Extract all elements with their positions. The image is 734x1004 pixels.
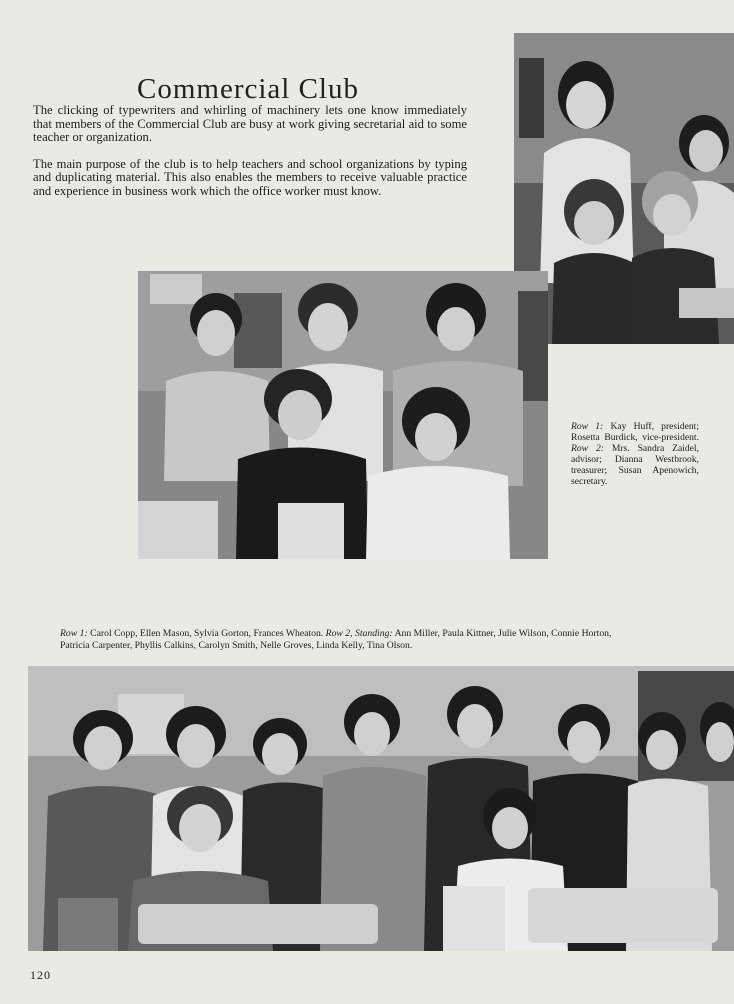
- members-group-photo: [28, 666, 734, 951]
- officers-row1-label: Row 1:: [571, 421, 604, 432]
- members-caption-line-2: Patricia Carpenter, Phyllis Calkins, Carolyn Smith, Nelle Groves, Linda Kelly, Tina Olson.: [60, 639, 413, 651]
- members-caption: [60, 628, 734, 651]
- intro-text: [33, 104, 467, 212]
- page-title: Commercial Club: [137, 73, 359, 106]
- officers-row2-label: Row 2:: [571, 443, 604, 454]
- officers-row1-text: Kay Huff, president; Rosetta Burdick, vice-president.: [571, 421, 699, 443]
- members-caption-line-1: [60, 628, 734, 640]
- page-number: 120: [30, 968, 51, 982]
- members-row1-text: Carol Copp, Ellen Mason, Sylvia Gorton, Frances Wheaton.: [90, 628, 324, 639]
- intro-paragraph-2: The main purpose of the club is to help teachers and school organizations by typing and duplicating material. This also enables the members to receive valuable practice and experience in business work which the office worker must know.: [33, 156, 467, 198]
- officers-caption: [571, 421, 699, 487]
- officers-row2-text: Mrs. Sandra Zaidel, advisor; Dianna Westbrook, treasurer; Susan Apenowich, secretary.: [571, 443, 699, 487]
- officers-photo: [138, 271, 548, 559]
- members-row2-text-line1: Ann Miller, Paula Kittner, Julie Wilson, Connie Horton,: [394, 628, 612, 639]
- members-row1-label: Row 1:: [60, 628, 88, 639]
- intro-paragraph-1: The clicking of typewriters and whirling of machinery lets one know immediately that members of the Commercial Club are busy at work giving secretarial aid to some teacher or organization.: [33, 103, 467, 145]
- members-row2-label: Row 2, Standing:: [325, 628, 393, 639]
